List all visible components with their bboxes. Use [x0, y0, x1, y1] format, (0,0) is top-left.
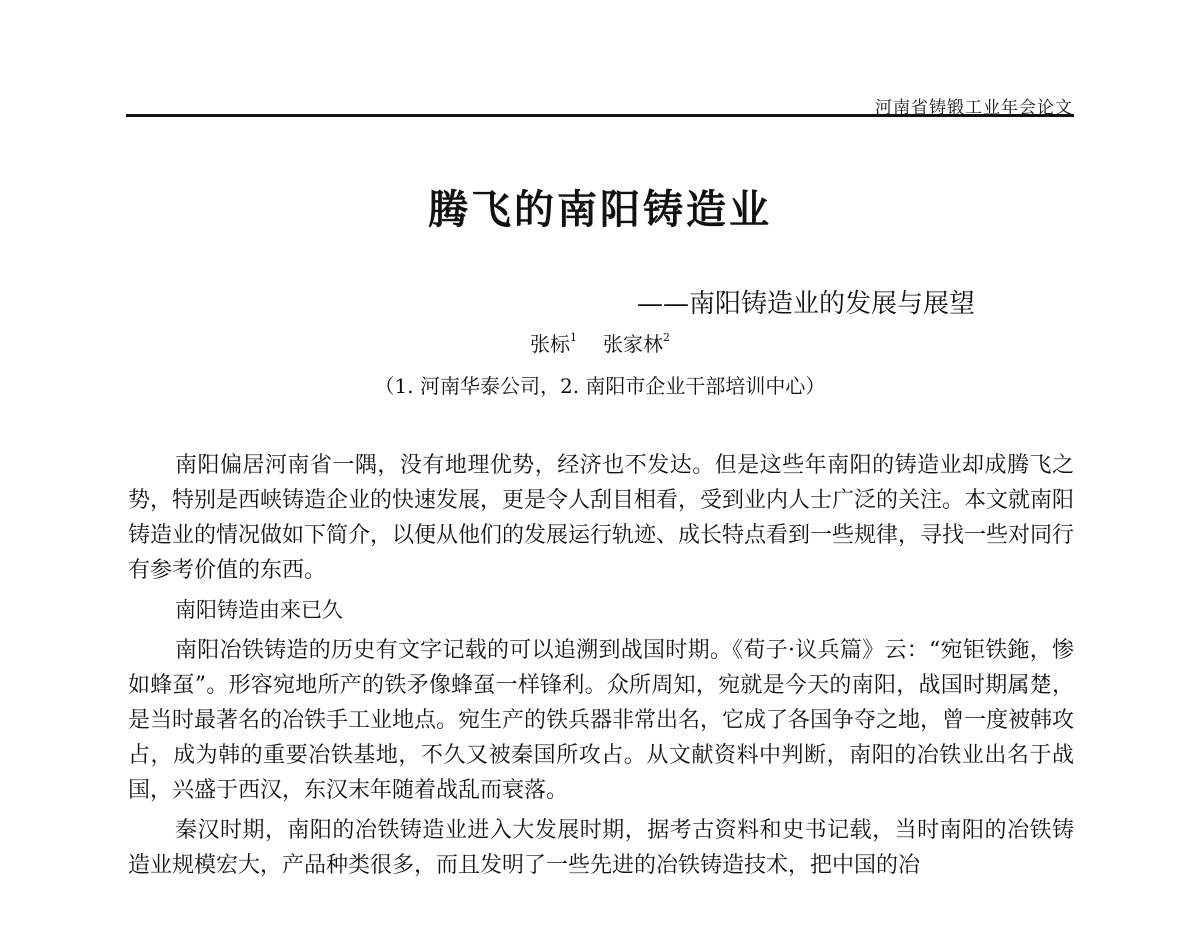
section-heading: 南阳铸造由来已久: [175, 598, 343, 622]
running-header: 河南省铸锻工业年会论文: [875, 98, 1073, 118]
article-subtitle: ——南阳铸造业的发展与展望: [637, 289, 976, 319]
article-title: 腾飞的南阳铸造业: [428, 187, 772, 233]
header-rule: [126, 114, 1074, 117]
author-name: 张标: [530, 332, 570, 356]
author-name: 张家林: [603, 332, 663, 356]
body-paragraph: 南阳偏居河南省一隅，没有地理优势，经济也不发达。但是这些年南阳的铸造业却成腾飞之势，特别是西峡铸造企业的快速发展，更是令人刮目相看，受到业内人士广泛的关注。本文就南阳铸造业的情况做如下简介，以便从他们的发展运行轨迹、成长特点看到一些规律，寻找一些对同行有参考价值的东西。: [128, 453, 1075, 583]
article-body: [128, 448, 1074, 888]
author-line: [0, 328, 1200, 357]
author-affiliation-marker: 1: [570, 331, 577, 344]
body-paragraph: 南阳冶铁铸造的历史有文字记载的可以追溯到战国时期。《荀子·议兵篇》云：“宛钜铁鉇，惨如蜂虿”。形容宛地所产的铁矛像蜂虿一样锋利。众所周知，宛就是今天的南阳，战国时期属楚，是当时最著名的冶铁手工业地点。宛生产的铁兵器非常出名，它成了各国争夺之地，曾一度被韩攻占，成为韩的重要冶铁基地，不久又被秦国所攻占。从文献资料中判断，南阳的冶铁业出名于战国，兴盛于西汉，东汉末年随着战乱而衰落。: [128, 638, 1075, 803]
body-paragraph: 秦汉时期，南阳的冶铁铸造业进入大发展时期，据考古资料和史书记载，当时南阳的冶铁铸造业规模宏大，产品种类很多，而且发明了一些先进的冶铁铸造技术，把中国的冶: [128, 818, 1074, 878]
author-affiliations: （1. 河南华泰公司，2. 南阳市企业干部培训中心）: [374, 374, 826, 398]
author-affiliation-marker: 2: [663, 331, 670, 344]
